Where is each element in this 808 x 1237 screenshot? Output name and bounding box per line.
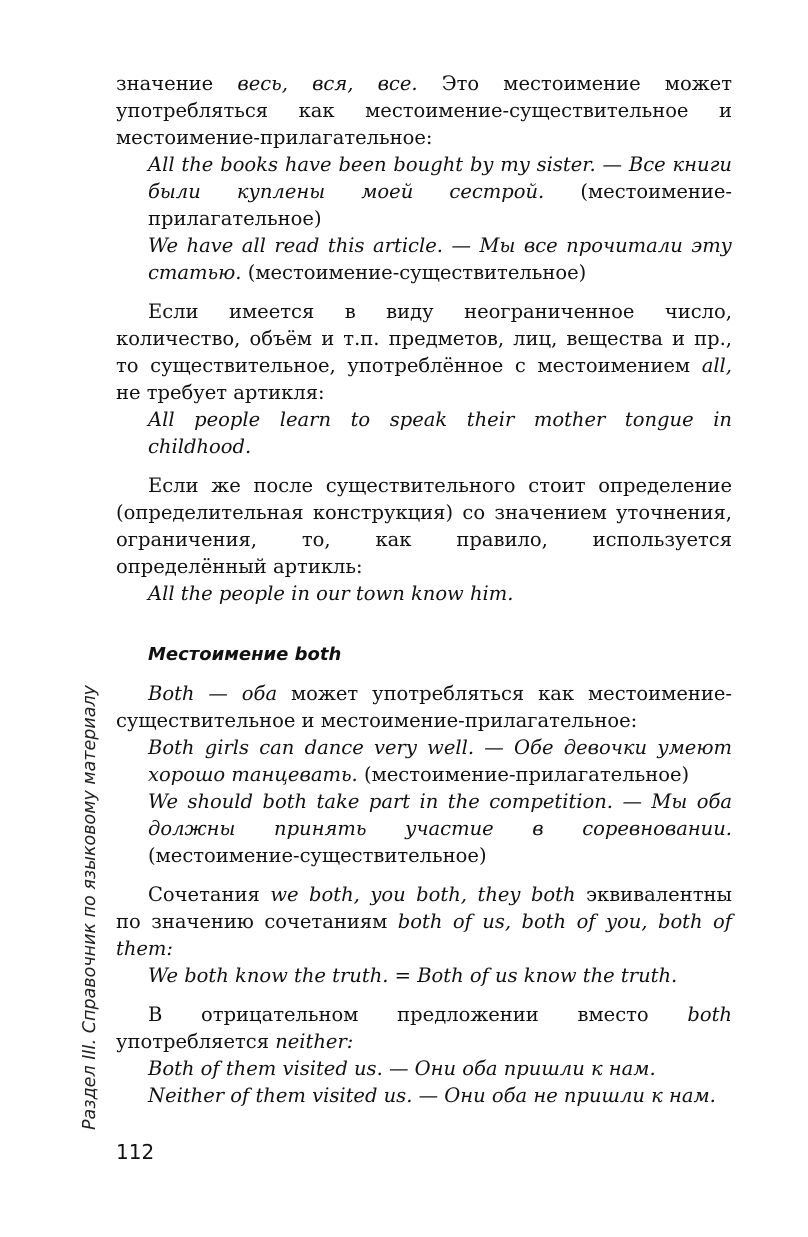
paragraph-combinations: Сочетания we both, you both, they both эквивалентны по значению сочетаниям both of us, both of you, both of them: bbox=[116, 883, 732, 960]
example-both-competition: We should both take part in the competition. — Мы оба должны принять участие в соревновании. (местоимение-существительное) bbox=[148, 790, 732, 867]
paragraph-definite-article: Если же после существительного стоит определение (определительная конструкция) со значением уточнения, ограничения, то, как правило, используется определённый артикль: bbox=[116, 474, 732, 578]
example-all-the-people: All the people in our town know him. bbox=[148, 582, 514, 605]
example-all-read: We have all read this article. — Мы все прочитали эту статью. (местоимение-существительное) bbox=[148, 234, 732, 284]
example-all-books: All the books have been bought by my sister. — Все книги были куплены моей сестрой. (местоимение-прилагательное) bbox=[148, 153, 732, 230]
paragraph-no-article: Если имеется в виду неограниченное число, количество, объём и т.п. предметов, лиц, вещества и пр., то существительное, употреблённое с местоимением all, не требует артикля: bbox=[116, 300, 732, 404]
paragraph-negative: В отрицательном предложении вместо both употребляется neither: bbox=[116, 1003, 732, 1053]
section-sidebar-label: Раздел III. Справочник по языковому материалу bbox=[80, 684, 100, 1130]
example-both-girls: Both girls can dance very well. — Обе девочки умеют хорошо танцевать. (местоимение-прилагательное) bbox=[148, 736, 732, 786]
paragraph-all-meaning: значение весь, вся, все. Это местоимение может употребляться как местоимение-существительное и местоимение-прилагательное: bbox=[116, 72, 732, 149]
example-all-people: All people learn to speak their mother tongue in childhood. bbox=[148, 408, 732, 458]
example-both-visited: Both of them visited us. — Они оба пришли к нам. bbox=[148, 1057, 656, 1080]
section-heading-both: Местоимение both bbox=[148, 644, 342, 665]
paragraph-both-meaning: Both — оба может употребляться как местоимение-существительное и местоимение-прилагательное: bbox=[116, 682, 732, 732]
example-both-truth: We both know the truth. = Both of us know the truth. bbox=[148, 964, 678, 987]
example-neither-visited: Neither of them visited us. — Они оба не пришли к нам. bbox=[148, 1084, 716, 1107]
page-body bbox=[116, 70, 732, 1109]
page-number: 112 bbox=[116, 1140, 155, 1164]
